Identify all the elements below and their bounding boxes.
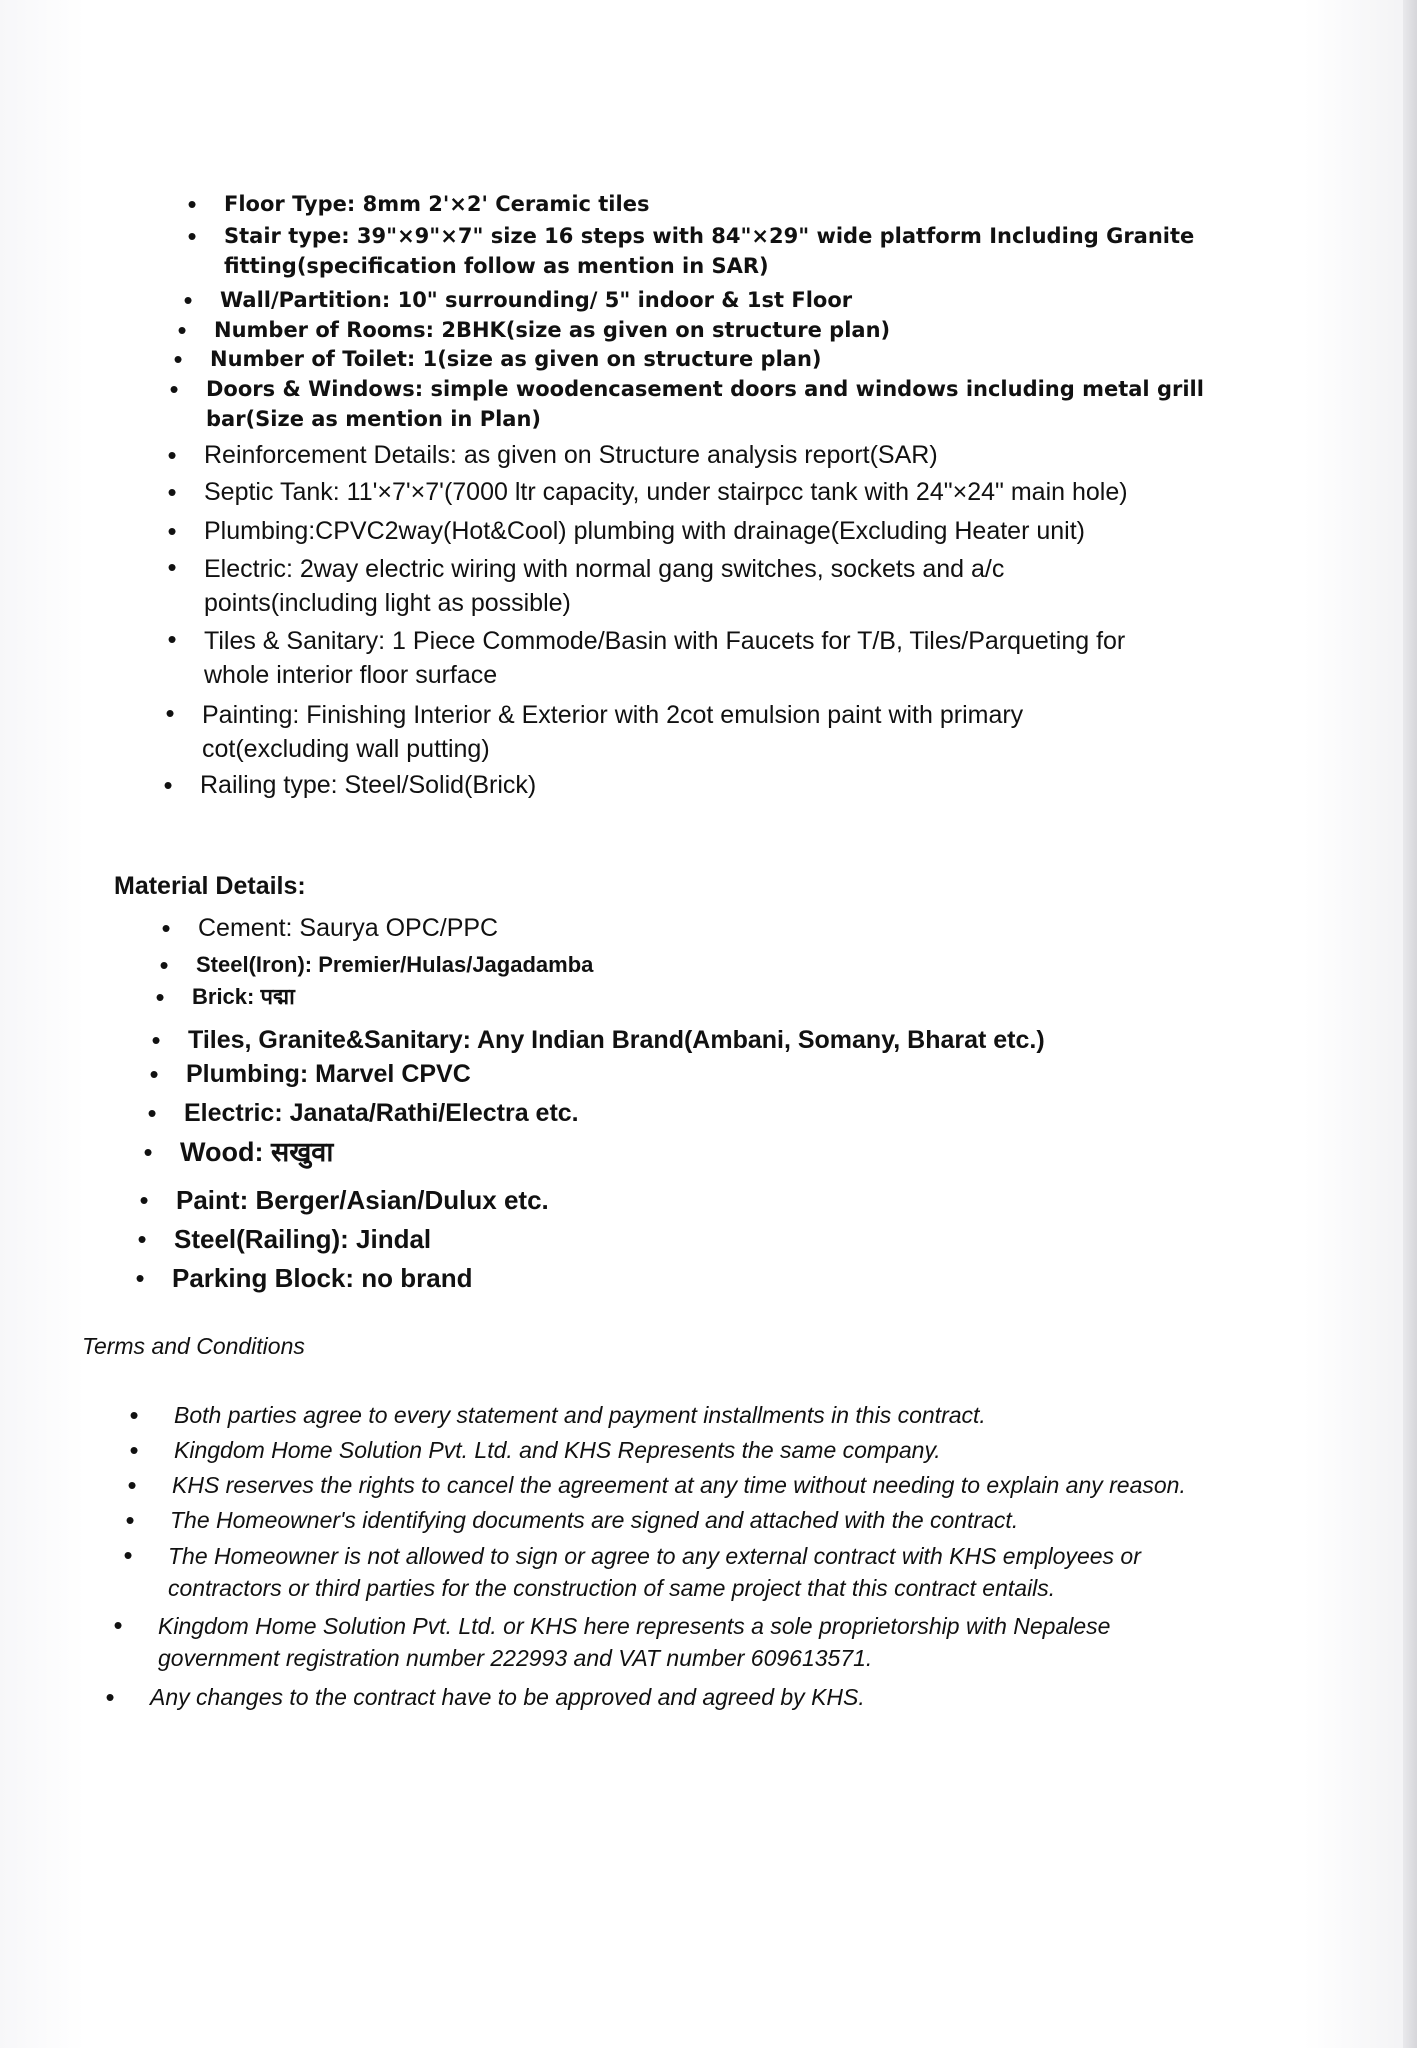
spec-value-line2: bar(Size as mention in Plan) xyxy=(206,407,542,431)
spec-value-line2: fitting(specification follow as mention in SAR) xyxy=(224,254,769,278)
bullet-icon: • xyxy=(159,950,169,980)
bullet-icon: • xyxy=(161,913,171,943)
spec-value: as given on Structure analysis report(SAR) xyxy=(456,441,938,469)
spec-value: 39"×9"×7" size 16 steps with 84"×29" wide platform Including Granite xyxy=(349,224,1195,248)
term-text: Kingdom Home Solution Pvt. Ltd. or KHS here represents a sole proprietorship with Nepalese xyxy=(158,1613,1111,1639)
term-text-line2: government registration number 222993 and VAT number 609613571. xyxy=(158,1645,873,1671)
material-value: Marvel CPVC xyxy=(308,1060,471,1088)
bullet-icon: • xyxy=(127,1470,137,1500)
bullet-icon: • xyxy=(173,344,183,374)
material-value: Premier/Hulas/Jagadamba xyxy=(312,952,594,977)
bullet-icon: • xyxy=(155,982,165,1012)
bullet-icon: • xyxy=(187,221,197,251)
spec-label: Number of Rooms: xyxy=(214,318,435,342)
bullet-icon: • xyxy=(177,315,187,345)
bullet-icon: • xyxy=(139,1185,149,1215)
material-value: Janata/Rathi/Electra etc. xyxy=(282,1099,579,1127)
spec-value-line2: whole interior floor surface xyxy=(204,661,498,689)
spec-label: Septic Tank: xyxy=(204,478,340,506)
spec-value: 2way electric wiring with normal gang switches, sockets and a/c xyxy=(292,555,1005,583)
bullet-icon: • xyxy=(105,1682,115,1712)
bullet-icon: • xyxy=(167,477,177,507)
material-label: Electric: xyxy=(184,1099,283,1127)
spec-value-line2: points(including light as possible) xyxy=(204,589,571,617)
spec-label: Plumbing: xyxy=(204,517,316,545)
bullet-icon: • xyxy=(135,1263,145,1293)
bullet-icon: • xyxy=(143,1137,153,1167)
bullet-icon: • xyxy=(163,770,173,800)
spec-label: Reinforcement Details: xyxy=(204,441,457,469)
material-label: Parking Block: xyxy=(172,1263,355,1293)
bullet-icon: • xyxy=(151,1025,161,1055)
spec-label: Floor Type: xyxy=(224,192,356,216)
bullet-icon: • xyxy=(167,552,177,582)
spec-value: Steel/Solid(Brick) xyxy=(337,771,537,799)
material-label: Plumbing: xyxy=(186,1060,309,1088)
bullet-icon: • xyxy=(113,1610,123,1640)
spec-value: 1 Piece Commode/Basin with Faucets for T/B, Tiles/Parqueting for xyxy=(385,627,1126,655)
spec-value: Finishing Interior & Exterior with 2cot emulsion paint with primary xyxy=(299,701,1024,729)
material-value: Saurya OPC/PPC xyxy=(292,914,499,942)
terms-heading: Terms and Conditions xyxy=(82,1333,305,1359)
spec-label: Doors & Windows: xyxy=(206,377,424,401)
material-value: no brand xyxy=(354,1263,473,1293)
bullet-icon: • xyxy=(167,440,177,470)
spec-value: 1(size as given on structure plan) xyxy=(415,347,822,371)
material-value: Berger/Asian/Dulux etc. xyxy=(248,1185,549,1215)
bullet-icon: • xyxy=(125,1505,135,1535)
material-value: पद्मा xyxy=(254,984,295,1009)
material-label: Cement: xyxy=(198,914,293,942)
bullet-icon: • xyxy=(129,1435,139,1465)
spec-value: 10" surrounding/ 5" indoor & 1st Floor xyxy=(390,288,853,312)
spec-value-line2: cot(excluding wall putting) xyxy=(202,735,490,763)
term-text: Kingdom Home Solution Pvt. Ltd. and KHS Represents the same company. xyxy=(174,1437,941,1463)
spec-label: Painting: xyxy=(202,701,300,729)
spec-label: Tiles & Sanitary: xyxy=(204,627,386,655)
bullet-icon: • xyxy=(123,1540,133,1570)
spec-value: simple woodencasement doors and windows including metal grill xyxy=(423,377,1204,401)
spec-label: Railing type: xyxy=(200,771,338,799)
material-value: Jindal xyxy=(348,1224,432,1254)
bullet-icon: • xyxy=(129,1400,139,1430)
material-details-heading: Material Details: xyxy=(114,872,306,900)
bullet-icon: • xyxy=(187,189,197,219)
bullet-icon: • xyxy=(167,516,177,546)
material-label: Steel(Railing): xyxy=(174,1224,349,1254)
bullet-icon: • xyxy=(167,624,177,654)
material-label: Tiles, Granite&Sanitary: xyxy=(188,1026,471,1054)
material-label: Wood: xyxy=(180,1137,264,1167)
material-value: Any Indian Brand(Ambani, Somany, Bharat etc.) xyxy=(470,1026,1045,1054)
bullet-icon: • xyxy=(169,374,179,404)
spec-value: 11'×7'×7'(7000 ltr capacity, under stairpcc tank with 24"×24" main hole) xyxy=(339,478,1128,506)
term-text: The Homeowner's identifying documents are signed and attached with the contract. xyxy=(170,1507,1019,1533)
term-text: KHS reserves the rights to cancel the agreement at any time without needing to explain any reason. xyxy=(172,1472,1186,1498)
spec-value: CPVC2way(Hot&Cool) plumbing with drainage(Excluding Heater unit) xyxy=(315,517,1085,545)
material-value: सखुवा xyxy=(263,1137,334,1167)
term-text: The Homeowner is not allowed to sign or agree to any external contract with KHS employees or xyxy=(168,1543,1141,1569)
spec-label: Electric: xyxy=(204,555,293,583)
bullet-icon: • xyxy=(165,698,175,728)
spec-value: 2BHK(size as given on structure plan) xyxy=(434,318,891,342)
spec-label: Wall/Partition: xyxy=(220,288,391,312)
material-label: Brick: xyxy=(192,984,255,1009)
term-text-line2: contractors or third parties for the construction of same project that this contract entails. xyxy=(168,1575,1056,1601)
material-label: Paint: xyxy=(176,1185,249,1215)
page-edge-shadow xyxy=(1403,0,1417,2048)
bullet-icon: • xyxy=(149,1059,159,1089)
term-text: Any changes to the contract have to be approved and agreed by KHS. xyxy=(150,1684,865,1710)
bullet-icon: • xyxy=(147,1098,157,1128)
spec-value: 8mm 2'×2' Ceramic tiles xyxy=(355,192,650,216)
spec-label: Stair type: xyxy=(224,224,350,248)
bullet-icon: • xyxy=(137,1224,147,1254)
bullet-icon: • xyxy=(183,285,193,315)
term-text: Both parties agree to every statement and payment installments in this contract. xyxy=(174,1402,986,1428)
spec-label: Number of Toilet: xyxy=(210,347,416,371)
material-label: Steel(Iron): xyxy=(196,952,313,977)
